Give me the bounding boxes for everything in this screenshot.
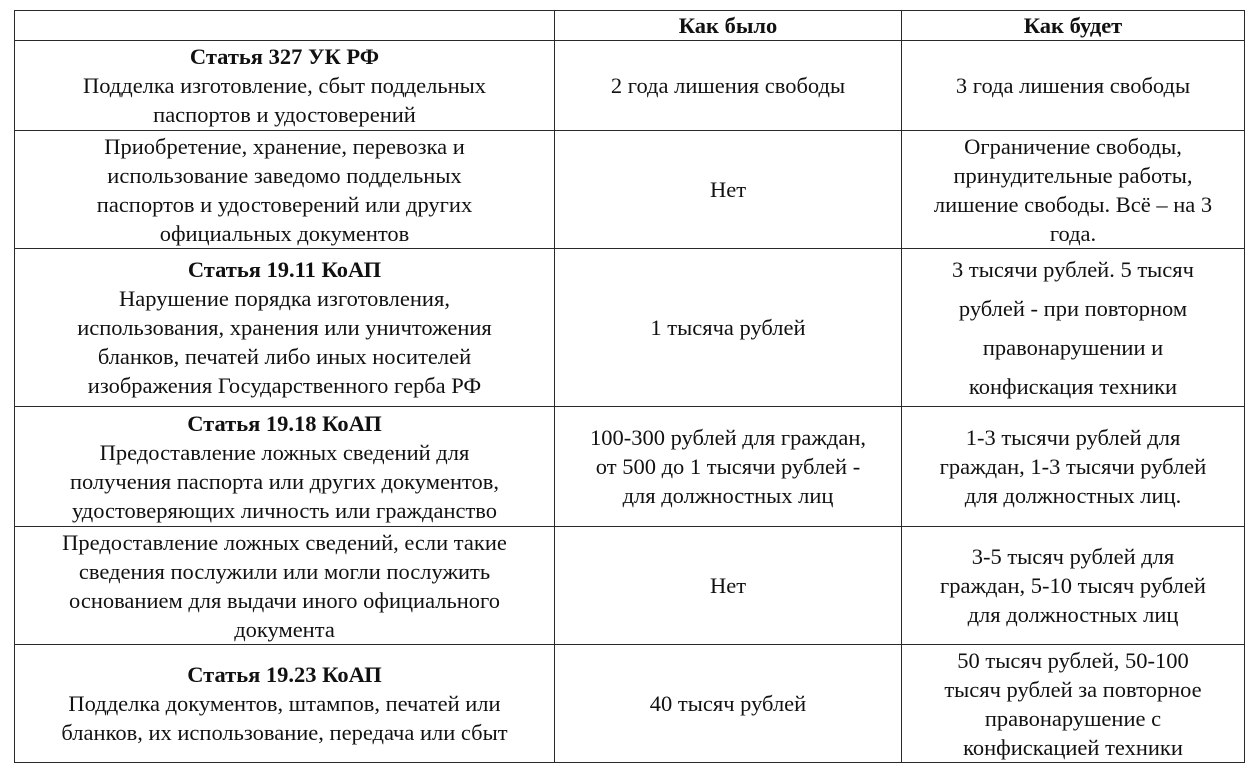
description-line: удостоверяющих личность или гражданство xyxy=(71,497,498,523)
description-line: использования, хранения или уничтожения xyxy=(77,315,492,340)
description-cell xyxy=(15,527,555,645)
article-title: Статья 19.11 КоАП xyxy=(187,257,382,282)
before-line: для должностных лиц xyxy=(622,483,834,508)
after-cell xyxy=(902,131,1245,249)
article-title: Статья 327 УК РФ xyxy=(189,44,380,69)
after-line: 3-5 тысяч рублей для xyxy=(971,544,1175,569)
description-cell xyxy=(15,249,555,407)
after-cell xyxy=(902,645,1245,763)
before-line: 1 тысяча рублей xyxy=(650,315,806,340)
description-line: Предоставление ложных сведений, если такие xyxy=(62,529,507,555)
description-cell xyxy=(15,407,555,527)
before-line: от 500 до 1 тысячи рублей - xyxy=(595,454,861,479)
before-line: 100-300 рублей для граждан, xyxy=(589,425,867,450)
after-line: года. xyxy=(1049,220,1097,246)
article-title: Статья 19.18 КоАП xyxy=(187,410,382,436)
table-row xyxy=(15,249,1245,407)
header-empty-cell xyxy=(15,11,555,41)
after-line: 3 тысячи рублей. 5 тысяч xyxy=(952,256,1194,282)
description-line: сведения послужили или могли послужить xyxy=(78,558,491,584)
after-cell xyxy=(902,249,1245,407)
description-cell xyxy=(15,131,555,249)
after-line: рублей - при повторном xyxy=(958,295,1188,321)
before-cell xyxy=(555,407,902,527)
description-cell xyxy=(15,645,555,763)
after-line: тысяч рублей за повторное xyxy=(944,676,1202,702)
header-row xyxy=(15,11,1245,41)
after-line: правонарушении и xyxy=(982,334,1164,360)
header-before: Как было xyxy=(555,11,902,41)
before-line: Нет xyxy=(709,573,747,598)
description-line: Подделка документов, штампов, печатей или xyxy=(68,691,501,716)
after-line: конфискация техники xyxy=(968,373,1178,399)
description-line: Подделка изготовление, сбыт поддельных xyxy=(82,73,487,98)
before-cell xyxy=(555,645,902,763)
description-line: документа xyxy=(234,616,335,642)
description-line: официальных документов xyxy=(159,220,410,246)
after-cell xyxy=(902,41,1245,131)
after-line: 1-3 тысячи рублей для xyxy=(965,425,1181,450)
description-cell xyxy=(15,41,555,131)
description-line: паспортов и удостоверений xyxy=(153,102,416,127)
table-row xyxy=(15,131,1245,249)
after-line: 50 тысяч рублей, 50-100 xyxy=(957,647,1189,673)
after-line: принудительные работы, xyxy=(953,162,1193,188)
description-line: получения паспорта или других документов, xyxy=(69,468,500,494)
after-line: лишение свободы. Всё – на 3 xyxy=(933,191,1213,217)
after-line: для должностных лиц xyxy=(967,602,1179,627)
penalties-comparison-table xyxy=(14,10,1245,763)
article-title: Статья 19.23 КоАП xyxy=(187,662,382,687)
after-line: граждан, 5-10 тысяч рублей xyxy=(940,573,1206,598)
description-line: изображения Государственного герба РФ xyxy=(87,373,482,398)
after-line: граждан, 1-3 тысячи рублей xyxy=(939,454,1207,479)
description-line: Предоставление ложных сведений для xyxy=(99,439,470,465)
before-line: Нет xyxy=(709,177,747,202)
description-line: использование заведомо поддельных xyxy=(107,162,462,188)
description-line: паспортов и удостоверений или других xyxy=(96,191,473,217)
after-line: конфискацией техники xyxy=(963,734,1183,760)
table-row xyxy=(15,527,1245,645)
after-line: для должностных лиц. xyxy=(964,483,1182,508)
after-line: Ограничение свободы, xyxy=(964,133,1182,159)
header-after: Как будет xyxy=(902,11,1245,41)
description-line: Нарушение порядка изготовления, xyxy=(119,286,450,311)
before-cell xyxy=(555,131,902,249)
after-cell xyxy=(902,527,1245,645)
table-row xyxy=(15,645,1245,763)
before-cell xyxy=(555,527,902,645)
after-line: 3 года лишения свободы xyxy=(955,73,1191,98)
before-cell xyxy=(555,249,902,407)
after-cell xyxy=(902,407,1245,527)
after-line: правонарушение с xyxy=(984,705,1162,731)
before-line: 40 тысяч рублей xyxy=(649,691,807,716)
description-line: бланков, печатей либо иных носителей xyxy=(97,344,472,369)
table-row xyxy=(15,41,1245,131)
before-cell xyxy=(555,41,902,131)
table-row xyxy=(15,407,1245,527)
description-line: бланков, их использование, передача или сбыт xyxy=(61,720,508,745)
description-line: Приобретение, хранение, перевозка и xyxy=(104,133,465,159)
before-line: 2 года лишения свободы xyxy=(610,73,846,98)
description-line: основанием для выдачи иного официального xyxy=(69,587,500,613)
